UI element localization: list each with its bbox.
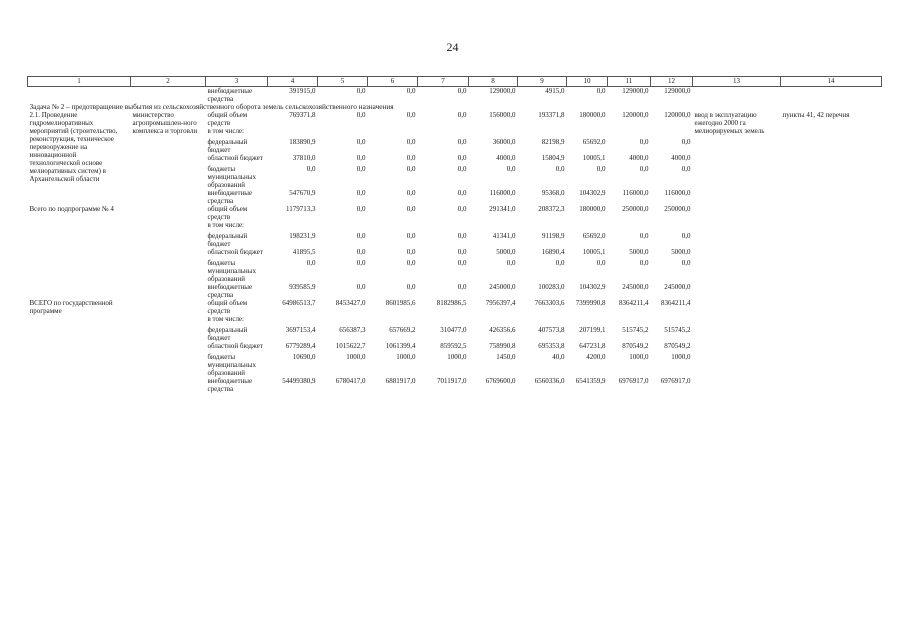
amount-cell — [268, 127, 318, 138]
amount-cell: 0,0 — [406, 154, 416, 162]
amount-cell — [318, 221, 368, 232]
amount-cell: 8601985,6 — [385, 299, 416, 307]
amount-cell: 0,0 — [356, 138, 366, 146]
amount-cell — [368, 127, 418, 138]
amount-cell: 180000,0 — [579, 111, 606, 119]
amount-cell: 250000,0 — [622, 205, 649, 213]
amount-cell: 0,0 — [596, 165, 606, 173]
amount-cell: 37810,0 — [292, 154, 316, 162]
amount-cell: 0,0 — [406, 259, 416, 267]
amount-cell: 16890,4 — [541, 248, 565, 256]
amount-cell: 65692,0 — [582, 138, 606, 146]
amount-cell: 0,0 — [406, 87, 416, 95]
amount-cell — [418, 127, 469, 138]
link-to-list — [781, 205, 882, 299]
funding-source: федеральный бюджет — [207, 138, 248, 154]
measure-title: 2.1. Проведение гидромелиоративных мероприятий (строительство, реконструкция, техническое перевооружение на инновационной технологической основе мелиоративных систем) в Архангельской области — [29, 111, 118, 183]
amount-cell: 291341,0 — [489, 205, 516, 213]
funding-source: в том числе: — [207, 221, 244, 229]
amount-cell: 0,0 — [406, 189, 416, 197]
amount-cell: 129000,0 — [622, 87, 649, 95]
amount-cell: 5000,0 — [671, 248, 691, 256]
amount-cell: 116000,0 — [664, 189, 691, 197]
amount-cell: 6541359,9 — [575, 377, 606, 385]
funding-source: областной бюджет — [207, 342, 263, 350]
amount-cell: 4000,0 — [629, 154, 649, 162]
funding-source: областной бюджет — [207, 154, 263, 162]
funding-source: бюджеты муниципальных образований — [207, 353, 256, 377]
amount-cell — [567, 221, 608, 232]
amount-cell: 7399990,8 — [575, 299, 606, 307]
column-number: 4 — [268, 77, 318, 87]
amount-cell: 1450,0 — [496, 353, 516, 361]
funding-source: общий объем средств — [207, 111, 248, 127]
amount-cell — [567, 315, 608, 326]
amount-cell: 193371,8 — [538, 111, 565, 119]
column-number: 10 — [567, 77, 608, 87]
amount-cell: 4915,0 — [545, 87, 565, 95]
funding-source: внебюджетные средства — [207, 87, 253, 103]
amount-cell: 156000,0 — [489, 111, 516, 119]
amount-cell: 0,0 — [356, 189, 366, 197]
amount-cell: 10005,1 — [582, 154, 606, 162]
amount-cell: 0,0 — [356, 205, 366, 213]
amount-cell: 0,0 — [406, 232, 416, 240]
measure-title: ВСЕГО по государственной программе — [29, 299, 113, 315]
amount-cell: 0,0 — [639, 232, 649, 240]
amount-cell — [469, 315, 518, 326]
amount-cell: 310477,0 — [440, 326, 467, 334]
amount-cell: 1061399,4 — [385, 342, 416, 350]
funding-source: областной бюджет — [207, 248, 263, 256]
amount-cell: 0,0 — [457, 189, 467, 197]
table-row — [28, 111, 882, 127]
amount-cell: 207199,1 — [579, 326, 606, 334]
amount-cell: 515745,2 — [622, 326, 649, 334]
funding-source: общий объем средств — [207, 205, 248, 221]
column-number: 13 — [693, 77, 781, 87]
amount-cell: 0,0 — [457, 111, 467, 119]
amount-cell: 198231,9 — [289, 232, 316, 240]
amount-cell: 0,0 — [406, 111, 416, 119]
result-indicator — [693, 205, 781, 299]
amount-cell: 41341,0 — [492, 232, 516, 240]
amount-cell: 0,0 — [306, 165, 316, 173]
result-indicator: ввод в эксплуатацию ежегодно 2000 га мелиорируемых земель — [694, 111, 765, 135]
amount-cell: 245000,0 — [489, 283, 516, 291]
amount-cell: 6560336,0 — [534, 377, 565, 385]
amount-cell: 547670,9 — [289, 189, 316, 197]
amount-cell: 0,0 — [555, 165, 565, 173]
amount-cell: 0,0 — [596, 87, 606, 95]
amount-cell: 0,0 — [457, 138, 467, 146]
amount-cell: 8453427,0 — [335, 299, 366, 307]
amount-cell — [469, 127, 518, 138]
amount-cell: 4000,0 — [671, 154, 691, 162]
amount-cell — [268, 315, 318, 326]
funding-source: внебюджетные средства — [207, 283, 253, 299]
amount-cell: 0,0 — [457, 259, 467, 267]
amount-cell: 1000,0 — [396, 353, 416, 361]
amount-cell: 116000,0 — [489, 189, 516, 197]
funding-source: внебюджетные средства — [207, 189, 253, 205]
column-number: 11 — [608, 77, 651, 87]
amount-cell: 104302,9 — [579, 189, 606, 197]
amount-cell — [318, 127, 368, 138]
amount-cell: 0,0 — [406, 248, 416, 256]
amount-cell: 6780417,0 — [335, 377, 366, 385]
amount-cell: 0,0 — [406, 138, 416, 146]
amount-cell: 769371,8 — [289, 111, 316, 119]
amount-cell: 0,0 — [639, 138, 649, 146]
amount-cell: 7011917,0 — [437, 377, 467, 385]
link-to-list: пункты 41, 42 перечня — [782, 111, 850, 119]
amount-cell: 5000,0 — [629, 248, 649, 256]
amount-cell — [368, 221, 418, 232]
amount-cell — [518, 127, 567, 138]
amount-cell: 0,0 — [457, 283, 467, 291]
amount-cell: 129000,0 — [664, 87, 691, 95]
amount-cell: 40,0 — [552, 353, 565, 361]
amount-cell: 4200,0 — [586, 353, 606, 361]
amount-cell — [418, 315, 469, 326]
funding-source: в том числе: — [207, 127, 244, 135]
amount-cell: 64986513,7 — [282, 299, 316, 307]
amount-cell — [608, 127, 651, 138]
result-indicator — [693, 299, 781, 393]
funding-source: федеральный бюджет — [207, 326, 248, 342]
amount-cell — [518, 315, 567, 326]
budget-table — [27, 76, 882, 393]
amount-cell: 245000,0 — [664, 283, 691, 291]
page-number: 24 — [446, 40, 459, 54]
amount-cell: 515745,2 — [664, 326, 691, 334]
amount-cell: 656387,3 — [339, 326, 366, 334]
amount-cell: 15804,9 — [541, 154, 565, 162]
amount-cell: 41895,5 — [292, 248, 316, 256]
column-number-row — [28, 77, 882, 87]
amount-cell — [651, 127, 693, 138]
table-row — [28, 87, 882, 104]
amount-cell: 1000,0 — [629, 353, 649, 361]
amount-cell — [651, 221, 693, 232]
amount-cell: 0,0 — [457, 205, 467, 213]
amount-cell: 36000,0 — [492, 138, 516, 146]
column-number: 14 — [781, 77, 882, 87]
task-title: Задача № 2 – предотвращение выбытия из сельскохозяйственного оборота земель сельскохозяйственного назначения — [29, 102, 394, 111]
executor: министерство агропромышлен-ного комплекса и торговли — [132, 111, 198, 135]
amount-cell: 6881917,0 — [385, 377, 416, 385]
amount-cell — [368, 315, 418, 326]
amount-cell: 758990,8 — [489, 342, 516, 350]
amount-cell: 6976917,0 — [660, 377, 691, 385]
funding-source: в том числе: — [207, 315, 244, 323]
amount-cell: 1000,0 — [447, 353, 467, 361]
amount-cell: 657669,2 — [389, 326, 416, 334]
amount-cell: 0,0 — [306, 259, 316, 267]
amount-cell: 120000,0 — [622, 111, 649, 119]
amount-cell: 7956397,4 — [485, 299, 516, 307]
amount-cell: 104302,9 — [579, 283, 606, 291]
amount-cell: 0,0 — [681, 165, 691, 173]
amount-cell: 8182986,5 — [436, 299, 467, 307]
amount-cell: 0,0 — [457, 87, 467, 95]
amount-cell: 870549,2 — [664, 342, 691, 350]
amount-cell: 7663303,6 — [534, 299, 565, 307]
amount-cell: 695353,8 — [538, 342, 565, 350]
amount-cell: 245000,0 — [622, 283, 649, 291]
amount-cell: 0,0 — [555, 259, 565, 267]
amount-cell: 0,0 — [596, 259, 606, 267]
column-number: 5 — [318, 77, 368, 87]
amount-cell: 391915,0 — [289, 87, 316, 95]
column-number: 12 — [651, 77, 693, 87]
amount-cell: 5000,0 — [496, 248, 516, 256]
amount-cell: 0,0 — [681, 259, 691, 267]
amount-cell: 0,0 — [356, 232, 366, 240]
amount-cell: 0,0 — [506, 165, 516, 173]
amount-cell: 120000,0 — [664, 111, 691, 119]
amount-cell: 0,0 — [506, 259, 516, 267]
amount-cell: 1000,0 — [671, 353, 691, 361]
amount-cell: 0,0 — [681, 232, 691, 240]
amount-cell: 129000,0 — [489, 87, 516, 95]
amount-cell: 4000,0 — [496, 154, 516, 162]
amount-cell: 0,0 — [681, 138, 691, 146]
amount-cell: 407573,8 — [538, 326, 565, 334]
amount-cell — [318, 315, 368, 326]
amount-cell: 0,0 — [356, 111, 366, 119]
amount-cell: 10690,0 — [292, 353, 316, 361]
amount-cell: 54499380,9 — [282, 377, 316, 385]
amount-cell: 0,0 — [356, 259, 366, 267]
amount-cell: 0,0 — [406, 283, 416, 291]
amount-cell — [608, 315, 651, 326]
amount-cell: 8364211,4 — [619, 299, 649, 307]
funding-source: общий объем средств — [207, 299, 248, 315]
amount-cell: 0,0 — [457, 165, 467, 173]
amount-cell — [567, 127, 608, 138]
amount-cell: 116000,0 — [622, 189, 649, 197]
amount-cell: 1179713,3 — [286, 205, 316, 213]
amount-cell: 939585,9 — [289, 283, 316, 291]
amount-cell: 183890,9 — [289, 138, 316, 146]
amount-cell: 6779289,4 — [285, 342, 316, 350]
amount-cell: 82198,9 — [541, 138, 565, 146]
amount-cell: 1015622,7 — [335, 342, 366, 350]
amount-cell: 1000,0 — [346, 353, 366, 361]
amount-cell: 65692,0 — [582, 232, 606, 240]
amount-cell: 647231,8 — [579, 342, 606, 350]
measure-title: Всего по подпрограмме № 4 — [29, 205, 114, 213]
column-number: 3 — [206, 77, 268, 87]
amount-cell: 0,0 — [356, 283, 366, 291]
funding-source: внебюджетные средства — [207, 377, 253, 393]
amount-cell: 10005,1 — [582, 248, 606, 256]
amount-cell: 0,0 — [457, 154, 467, 162]
executor — [131, 205, 206, 299]
amount-cell: 95368,0 — [541, 189, 565, 197]
funding-source: бюджеты муниципальных образований — [207, 259, 256, 283]
amount-cell: 859592,5 — [440, 342, 467, 350]
table-row — [28, 205, 882, 221]
amount-cell: 0,0 — [639, 259, 649, 267]
funding-source: федеральный бюджет — [207, 232, 248, 248]
column-number: 8 — [469, 77, 518, 87]
amount-cell — [418, 221, 469, 232]
amount-cell: 6976917,0 — [618, 377, 649, 385]
amount-cell: 6769600,0 — [485, 377, 516, 385]
amount-cell — [651, 315, 693, 326]
funding-source: бюджеты муниципальных образований — [207, 165, 256, 189]
amount-cell: 0,0 — [356, 248, 366, 256]
amount-cell: 180000,0 — [579, 205, 606, 213]
amount-cell: 100283,0 — [538, 283, 565, 291]
amount-cell: 426356,6 — [489, 326, 516, 334]
amount-cell: 0,0 — [406, 165, 416, 173]
link-to-list — [781, 299, 882, 393]
amount-cell: 3697153,4 — [285, 326, 316, 334]
amount-cell: 208372,3 — [538, 205, 565, 213]
amount-cell: 0,0 — [406, 205, 416, 213]
column-number: 9 — [518, 77, 567, 87]
amount-cell: 0,0 — [356, 87, 366, 95]
amount-cell: 0,0 — [457, 248, 467, 256]
amount-cell — [268, 221, 318, 232]
amount-cell: 870549,2 — [622, 342, 649, 350]
column-number: 7 — [418, 77, 469, 87]
amount-cell: 8364211,4 — [661, 299, 691, 307]
executor — [131, 299, 206, 393]
task-row — [28, 103, 882, 111]
amount-cell: 0,0 — [457, 232, 467, 240]
column-number: 1 — [28, 77, 131, 87]
amount-cell — [469, 221, 518, 232]
amount-cell: 0,0 — [356, 154, 366, 162]
amount-cell: 0,0 — [639, 165, 649, 173]
amount-cell: 0,0 — [356, 165, 366, 173]
column-number: 2 — [131, 77, 206, 87]
table-row — [28, 299, 882, 315]
column-number: 6 — [368, 77, 418, 87]
amount-cell — [608, 221, 651, 232]
amount-cell: 91198,9 — [542, 232, 565, 240]
amount-cell: 250000,0 — [664, 205, 691, 213]
amount-cell — [518, 221, 567, 232]
